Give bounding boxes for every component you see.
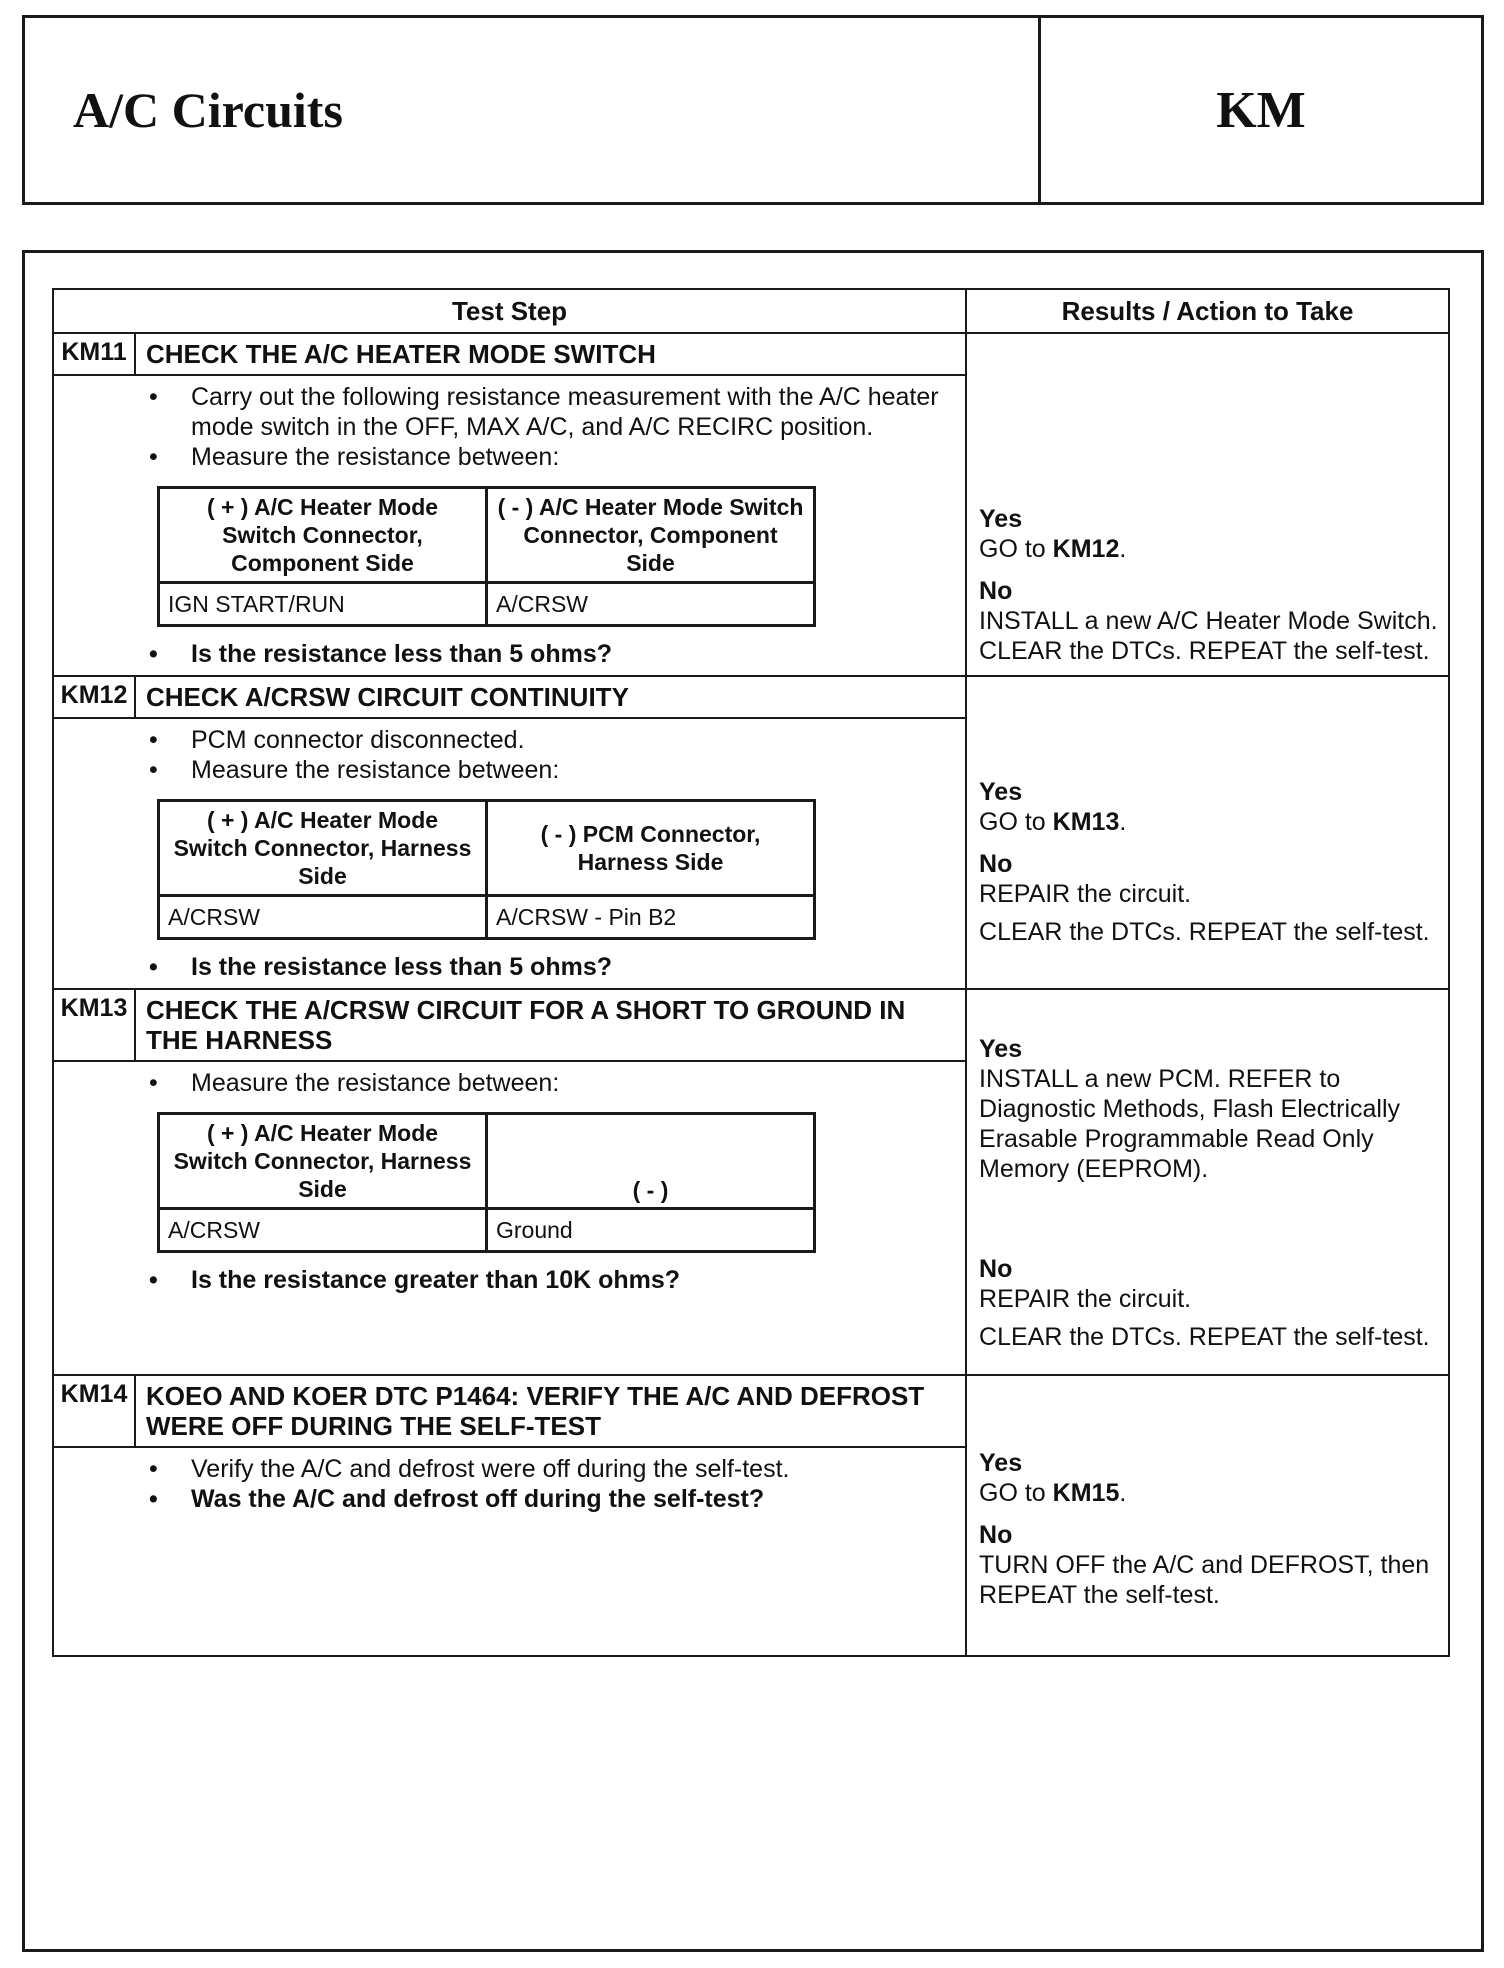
step-id: KM14 <box>53 1375 135 1447</box>
step-id: KM11 <box>53 333 135 375</box>
result-no-text-2: CLEAR the DTCs. REPEAT the self-test. <box>979 918 1430 946</box>
result-yes-text: GO to KM12. <box>979 535 1127 563</box>
step-question: • Is the resistance greater than 10K ohms? <box>149 1265 955 1295</box>
result-no-text: TURN OFF the A/C and DEFROST, then REPEAT the self-test. <box>979 1551 1430 1609</box>
step-result <box>966 676 1449 989</box>
meas-header-positive: ( + ) A/C Heater Mode Switch Connector, Harness Side <box>159 1114 487 1209</box>
bullet-item: • Measure the resistance between: <box>149 442 955 472</box>
result-no-text: INSTALL a new A/C Heater Mode Switch. CLEAR the DTCs. REPEAT the self-test. <box>979 607 1438 665</box>
bullet-item: • PCM connector disconnected. <box>149 725 955 755</box>
result-yes-label: Yes <box>979 1449 1023 1477</box>
step-reference[interactable]: KM15 <box>1052 1479 1120 1507</box>
result-yes-text: GO to KM15. <box>979 1479 1127 1507</box>
step-result <box>966 1375 1449 1656</box>
page-title: A/C Circuits <box>73 82 343 138</box>
test-step-table <box>52 288 1450 1657</box>
step-body <box>135 1061 966 1375</box>
measurement-table <box>157 1112 816 1253</box>
step-id: KM13 <box>53 989 135 1061</box>
meas-value-negative: A/CRSW <box>487 583 815 626</box>
page-header <box>22 15 1484 205</box>
step-reference[interactable]: KM12 <box>1052 535 1120 563</box>
meas-value-positive: A/CRSW <box>159 896 487 939</box>
meas-header-positive: ( + ) A/C Heater Mode Switch Connector, Harness Side <box>159 801 487 896</box>
result-no-label: No <box>979 1521 1013 1549</box>
step-question: • Is the resistance less than 5 ohms? <box>149 639 955 669</box>
result-no-label: No <box>979 577 1013 605</box>
column-header-test-step: Test Step <box>53 289 966 333</box>
step-title: KOEO AND KOER DTC P1464: VERIFY THE A/C AND DEFROST WERE OFF DURING THE SELF-TEST <box>135 1375 966 1447</box>
step-body <box>135 1447 966 1656</box>
step-title: CHECK THE A/CRSW CIRCUIT FOR A SHORT TO GROUND IN THE HARNESS <box>135 989 966 1061</box>
step-reference[interactable]: KM13 <box>1052 808 1120 836</box>
bullet-item: • Carry out the following resistance measurement with the A/C heater mode switch in the OFF, MAX A/C, and A/C RECIRC position. <box>149 382 955 442</box>
meas-header-negative: ( - ) <box>487 1114 815 1209</box>
meas-value-positive: IGN START/RUN <box>159 583 487 626</box>
meas-value-positive: A/CRSW <box>159 1209 487 1252</box>
result-no-text-2: CLEAR the DTCs. REPEAT the self-test. <box>979 1323 1430 1351</box>
result-yes-text: INSTALL a new PCM. REFER to Diagnostic Methods, Flash Electrically Erasable Programmable Read Only Memory (EEPROM). <box>979 1065 1401 1183</box>
step-title: CHECK THE A/C HEATER MODE SWITCH <box>135 333 966 375</box>
result-no-text: REPAIR the circuit. <box>979 1285 1192 1313</box>
meas-header-negative: ( - ) A/C Heater Mode Switch Connector, Component Side <box>487 488 815 583</box>
measurement-table <box>157 486 816 627</box>
step-body <box>135 375 966 676</box>
column-header-results: Results / Action to Take <box>966 289 1449 333</box>
meas-value-negative: Ground <box>487 1209 815 1252</box>
meas-header-negative: ( - ) PCM Connector, Harness Side <box>487 801 815 896</box>
measurement-table <box>157 799 816 940</box>
result-yes-text: GO to KM13. <box>979 808 1127 836</box>
section-code: KM <box>1038 18 1481 202</box>
result-yes-label: Yes <box>979 1035 1023 1063</box>
result-yes-label: Yes <box>979 505 1023 533</box>
meas-header-positive: ( + ) A/C Heater Mode Switch Connector, Component Side <box>159 488 487 583</box>
step-title: CHECK A/CRSW CIRCUIT CONTINUITY <box>135 676 966 718</box>
result-no-label: No <box>979 1255 1013 1283</box>
bullet-item: • Verify the A/C and defrost were off during the self-test. <box>149 1454 955 1484</box>
bullet-item: • Measure the resistance between: <box>149 755 955 785</box>
meas-value-negative: A/CRSW - Pin B2 <box>487 896 815 939</box>
result-no-label: No <box>979 850 1013 878</box>
step-id: KM12 <box>53 676 135 718</box>
step-body <box>135 718 966 989</box>
bullet-item: • Measure the resistance between: <box>149 1068 955 1098</box>
step-result <box>966 333 1449 676</box>
step-question: • Was the A/C and defrost off during the self-test? <box>149 1484 955 1514</box>
result-yes-label: Yes <box>979 778 1023 806</box>
step-question: • Is the resistance less than 5 ohms? <box>149 952 955 982</box>
result-no-text: REPAIR the circuit. <box>979 880 1192 908</box>
step-result <box>966 989 1449 1375</box>
